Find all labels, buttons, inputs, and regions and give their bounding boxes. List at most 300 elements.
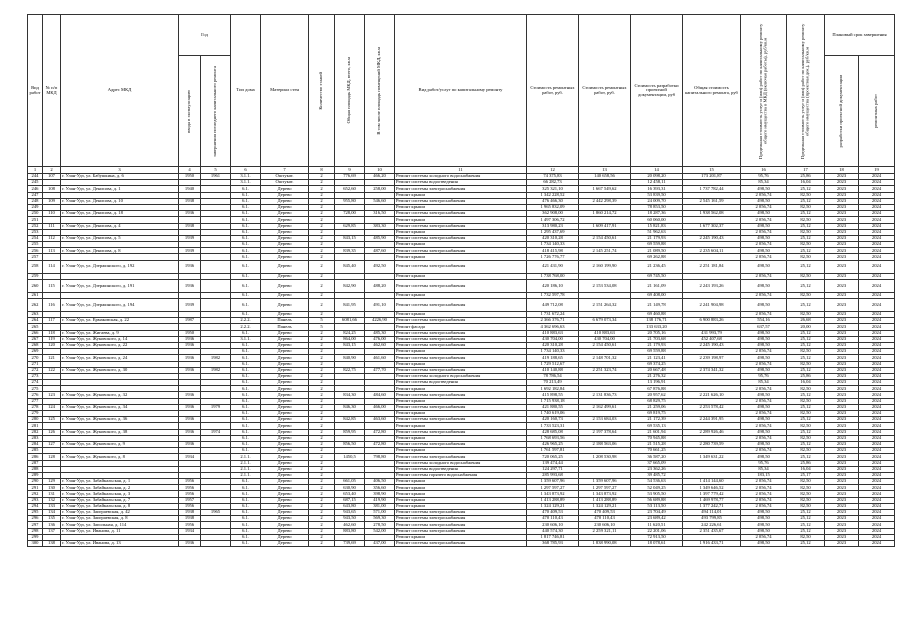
header-cell: Общая площадь МКД, всего, кв.м: [335, 15, 365, 167]
year-built-cell: 1956: [179, 503, 201, 509]
address-cell: г. Улан-Удэ, ул. Жигаева, д. 9: [61, 330, 179, 336]
floors-cell: 2: [309, 466, 335, 472]
wall-material-cell: Дерево: [261, 186, 309, 192]
wall-material-cell: Дерево: [261, 355, 309, 361]
premises-area-cell: 466,20: [365, 174, 395, 180]
limit-cost-works-cell: 498,50: [741, 211, 787, 217]
header-cell: Адрес МКД: [61, 15, 179, 167]
premises-area-cell: 4226,90: [365, 318, 395, 324]
limit-cost-design-cell: 25,12: [787, 441, 825, 447]
header-cell: Общая стоимость капитального ремонта, руб: [683, 15, 741, 167]
mkd-number-cell: 122: [43, 367, 61, 373]
design-deadline-cell: 2023: [825, 373, 859, 379]
work-type-cell: Ремонт системы горячего водоснабжения: [395, 472, 527, 478]
house-type-cell: 6.1.: [231, 349, 261, 355]
design-cost-cell: 53 113,50: [631, 503, 683, 509]
design-deadline-cell: 2023: [825, 534, 859, 540]
works-deadline-cell: 2024: [859, 336, 895, 342]
design-cost-cell: 22 201,06: [631, 528, 683, 534]
works-cost-cell: 421 880,55: [527, 404, 579, 410]
limit-cost-works-cell: 498,50: [741, 540, 787, 546]
limit-cost-design-cell: 82,50: [787, 485, 825, 491]
works-deadline-cell: 2024: [859, 180, 895, 186]
design-cost-cell: 21 703,68: [631, 336, 683, 342]
works-deadline-cell: 2024: [859, 254, 895, 260]
column-number-cell: 7: [261, 167, 309, 174]
limit-cost-works-cell: 554,16: [741, 318, 787, 324]
works-cost-total-cell: 1 324 129,21: [579, 503, 631, 509]
address-cell: г. Улан-Удэ, ул. Жуковского, д. 22: [61, 342, 179, 348]
total-cost-cell: 493 799,85: [683, 516, 741, 522]
house-type-cell: 6.1.: [231, 330, 261, 336]
address-cell: г. Улан-Удэ, ул. Жуковского, д. 9: [61, 441, 179, 447]
design-deadline-cell: 2023: [825, 217, 859, 223]
works-deadline-cell: 2024: [859, 198, 895, 204]
design-deadline-cell: 2023: [825, 441, 859, 447]
limit-cost-works-cell: 498,50: [741, 235, 787, 241]
design-deadline-cell: 2023: [825, 361, 859, 367]
design-cost-cell: 20 667,48: [631, 367, 683, 373]
works-cost-cell: 1 359 607,96: [527, 479, 579, 485]
limit-cost-works-cell: 2 056,74: [741, 242, 787, 248]
design-cost-cell: 21 179,93: [631, 342, 683, 348]
work-type-cell: Ремонт фасада: [395, 324, 527, 330]
works-deadline-cell: 2024: [859, 229, 895, 235]
works-cost-cell: 230 606,10: [527, 522, 579, 528]
work-type-cell: Ремонт системы электроснабжения: [395, 198, 527, 204]
total-area-cell: 864,00: [335, 336, 365, 342]
wall-material-cell: Дерево: [261, 361, 309, 367]
total-cost-cell: 1 737 782,44: [683, 186, 741, 192]
house-type-cell: 6.1.: [231, 235, 261, 241]
row-number-cell: 259: [28, 273, 43, 279]
total-area-cell: 955,80: [335, 198, 365, 204]
design-deadline-cell: 2023: [825, 235, 859, 241]
work-type-cell: Ремонт системы электроснабжения: [395, 279, 527, 292]
year-built-cell: 1939: [179, 248, 201, 254]
total-cost-cell: 1 377 242,71: [683, 503, 741, 509]
works-cost-cell: 362 908,00: [527, 211, 579, 217]
work-type-cell: Ремонт системы электроснабжения: [395, 540, 527, 546]
column-number-cell: 10: [365, 167, 395, 174]
mkd-number-cell: 119: [43, 336, 61, 342]
total-area-cell: 630,90: [335, 485, 365, 491]
limit-cost-works-cell: 2 056,74: [741, 479, 787, 485]
limit-cost-design-cell: 25,12: [787, 454, 825, 460]
address-cell: г. Улан-Удэ, ул. Дзержинского, д. 192: [61, 260, 179, 273]
limit-cost-design-cell: 25,86: [787, 174, 825, 180]
row-number-cell: 294: [28, 503, 43, 509]
address-cell: г. Улан-Удэ, ул. Денисова, д. 10: [61, 198, 179, 204]
house-type-cell: 6.1.: [231, 312, 261, 318]
limit-cost-design-cell: 25,12: [787, 198, 825, 204]
design-cost-cell: 20 098,20: [631, 174, 683, 180]
mkd-number-cell: 138: [43, 540, 61, 546]
design-deadline-cell: 2023: [825, 273, 859, 279]
works-cost-cell: 325 321,10: [527, 186, 579, 192]
column-number-cell: 15: [683, 167, 741, 174]
work-type-cell: Ремонт крыши: [395, 497, 527, 503]
row-number-cell: 277: [28, 398, 43, 404]
limit-cost-design-cell: 25,12: [787, 248, 825, 254]
design-cost-cell: 69 745,50: [631, 273, 683, 279]
total-area-cell: 661,05: [335, 479, 365, 485]
house-type-cell: 6.1.: [231, 260, 261, 273]
house-type-cell: 3.1.1.: [231, 174, 261, 180]
row-number-cell: 289: [28, 472, 43, 478]
column-number-cell: 8: [309, 167, 335, 174]
table-header: [28, 15, 895, 174]
works-cost-total-cell: 2 160 199,90: [579, 260, 631, 273]
year-built-cell: 1939: [179, 299, 201, 312]
row-number-cell: 296: [28, 516, 43, 522]
design-deadline-cell: 2023: [825, 242, 859, 248]
design-deadline-cell: 2023: [825, 466, 859, 472]
address-cell: г. Улан-Удэ, ул. Иванова, д. 11: [61, 528, 179, 534]
premises-area-cell: 419,90: [365, 497, 395, 503]
mkd-number-cell: 124: [43, 404, 61, 410]
works-cost-cell: 139 474,44: [527, 460, 579, 466]
column-number-cell: 3: [61, 167, 179, 174]
house-type-cell: 6.1.: [231, 392, 261, 398]
address-cell: г. Улан-Удэ, ул. Жуковского, д. 8: [61, 454, 179, 460]
row-number-cell: 286: [28, 454, 43, 460]
works-cost-total-cell: 2 145 251,74: [579, 248, 631, 254]
year-last-repair-cell: [201, 540, 231, 546]
total-cost-cell: 494 114,01: [683, 510, 741, 516]
wall-material-cell: Дерево: [261, 435, 309, 441]
works-cost-cell: 2 366 376,71: [527, 318, 579, 324]
work-type-cell: Ремонт крыши: [395, 192, 527, 198]
year-built-cell: 1934: [179, 454, 201, 460]
premises-area-cell: 472,80: [365, 429, 395, 435]
works-cost-cell: 420 310,28: [527, 342, 579, 348]
year-built-cell: 1939: [179, 235, 201, 241]
works-cost-total-cell: 2 259 321,11: [579, 528, 631, 534]
work-type-cell: Ремонт системы электроснабжения: [395, 248, 527, 254]
work-type-cell: Ремонт системы электроснабжения: [395, 223, 527, 229]
work-type-cell: Ремонт системы электроснабжения: [395, 367, 527, 373]
work-type-cell: Ремонт крыши: [395, 435, 527, 441]
works-deadline-cell: 2024: [859, 204, 895, 210]
works-cost-cell: 1 729 512,67: [527, 361, 579, 367]
row-number-cell: 255: [28, 242, 43, 248]
floors-cell: 2: [309, 273, 335, 279]
year-last-repair-cell: 1982: [201, 355, 231, 361]
year-last-repair-cell: 1979: [201, 404, 231, 410]
floors-cell: 2: [309, 380, 335, 386]
design-deadline-cell: 2023: [825, 198, 859, 204]
wall-material-cell: Дерево: [261, 392, 309, 398]
total-cost-cell: 2 243 193,26: [683, 279, 741, 292]
design-cost-cell: 21 236,45: [631, 260, 683, 273]
limit-cost-works-cell: 2 056,74: [741, 503, 787, 509]
row-number-cell: 275: [28, 386, 43, 392]
row-number-cell: 245: [28, 180, 43, 186]
limit-cost-design-cell: 25,86: [787, 460, 825, 466]
works-cost-cell: 1 768 693,56: [527, 435, 579, 441]
design-cost-cell: 21 259,06: [631, 404, 683, 410]
total-cost-cell: 2 280 739,59: [683, 441, 741, 447]
design-deadline-cell: 2023: [825, 174, 859, 180]
floors-cell: 2: [309, 254, 335, 260]
row-number-cell: 269: [28, 349, 43, 355]
limit-cost-works-cell: 2 056,74: [741, 349, 787, 355]
column-number-cell: 1: [28, 167, 43, 174]
limit-cost-design-cell: 25,12: [787, 299, 825, 312]
limit-cost-design-cell: 25,12: [787, 528, 825, 534]
design-deadline-cell: 2023: [825, 229, 859, 235]
limit-cost-works-cell: 2 056,74: [741, 398, 787, 404]
house-type-cell: 2.1.1.: [231, 460, 261, 466]
row-number-cell: 252: [28, 223, 43, 229]
works-cost-cell: 476 466,30: [527, 198, 579, 204]
house-type-cell: 6.1.: [231, 479, 261, 485]
design-deadline-cell: 2023: [825, 254, 859, 260]
premises-area-cell: 406,50: [365, 479, 395, 485]
table-body: [28, 174, 895, 547]
row-number-cell: 246: [28, 186, 43, 192]
row-number-cell: 274: [28, 380, 43, 386]
wall-material-cell: Дерево: [261, 254, 309, 260]
wall-material-cell: Дерево: [261, 479, 309, 485]
works-cost-cell: 1 738 768,00: [527, 273, 579, 279]
wall-material-cell: Дерево: [261, 516, 309, 522]
premises-area-cell: 466,00: [365, 404, 395, 410]
floors-cell: 2: [309, 503, 335, 509]
works-deadline-cell: 2024: [859, 485, 895, 491]
works-cost-total-cell: 1 860 214,72: [579, 211, 631, 217]
design-deadline-cell: 2023: [825, 510, 859, 516]
total-area-cell: 843,15: [335, 342, 365, 348]
wall-material-cell: Дерево: [261, 522, 309, 528]
works-cost-cell: 1 342 228,52: [527, 192, 579, 198]
house-type-cell: 6.1.: [231, 342, 261, 348]
work-type-cell: Ремонт системы холодного водоснабжения: [395, 460, 527, 466]
works-deadline-cell: 2024: [859, 279, 895, 292]
floors-cell: 2: [309, 528, 335, 534]
wall-material-cell: Дерево: [261, 292, 309, 298]
works-deadline-cell: 2024: [859, 318, 895, 324]
works-cost-cell: 420 310,28: [527, 235, 579, 241]
design-cost-cell: 69 535,13: [631, 423, 683, 429]
total-cost-cell: 2 239 198,97: [683, 355, 741, 361]
floors-cell: 2: [309, 534, 335, 540]
limit-cost-works-cell: 2 056,74: [741, 485, 787, 491]
limit-cost-works-cell: 2 056,74: [741, 386, 787, 392]
limit-cost-works-cell: 95,76: [741, 460, 787, 466]
design-deadline-cell: 2023: [825, 460, 859, 466]
year-last-repair-cell: 1974: [201, 429, 231, 435]
total-area-cell: 822,75: [335, 367, 365, 373]
design-cost-cell: 69 819,75: [631, 411, 683, 417]
limit-cost-works-cell: 498,50: [741, 367, 787, 373]
work-type-cell: Ремонт системы электроснабжения: [395, 417, 527, 423]
wall-material-cell: Дерево: [261, 460, 309, 466]
wall-material-cell: Дерево: [261, 466, 309, 472]
design-cost-cell: 69 460,88: [631, 312, 683, 318]
column-number-cell: 11: [395, 167, 527, 174]
total-cost-cell: 2 545 161,59: [683, 198, 741, 204]
wall-material-cell: Дерево: [261, 534, 309, 540]
floors-cell: 2: [309, 460, 335, 466]
works-deadline-cell: 2024: [859, 429, 895, 435]
year-built-cell: 1936: [179, 211, 201, 217]
limit-cost-design-cell: 82,50: [787, 349, 825, 355]
design-cost-cell: 56 689,88: [631, 497, 683, 503]
limit-cost-works-cell: 498,50: [741, 429, 787, 435]
limit-cost-design-cell: 25,12: [787, 260, 825, 273]
works-cost-total-cell: 6 679 073,34: [579, 318, 631, 324]
works-cost-total-cell: 2 442 298,39: [579, 198, 631, 204]
row-number-cell: 248: [28, 198, 43, 204]
design-cost-cell: 21 149,78: [631, 299, 683, 312]
limit-cost-design-cell: 25,12: [787, 355, 825, 361]
mkd-number-cell: 125: [43, 417, 61, 423]
limit-cost-works-cell: 498,50: [741, 454, 787, 460]
total-cost-cell: 2 245 190,43: [683, 342, 741, 348]
address-cell: г. Улан-Удэ, ул. Жуковского, д. 34: [61, 404, 179, 410]
total-cost-cell: 2 374 341,32: [683, 367, 741, 373]
house-type-cell: 6.1.: [231, 279, 261, 292]
total-cost-cell: 431 993,79: [683, 330, 741, 336]
limit-cost-design-cell: 25,12: [787, 211, 825, 217]
works-cost-total-cell: 470 409,53: [579, 510, 631, 516]
limit-cost-design-cell: 82,50: [787, 503, 825, 509]
row-number-cell: 254: [28, 235, 43, 241]
house-type-cell: 6.1.: [231, 380, 261, 386]
total-cost-cell: 2 244 391,95: [683, 417, 741, 423]
year-built-cell: 1957: [179, 497, 201, 503]
address-cell: г. Улан-Удэ, ул. Дзержинского, д. 194: [61, 299, 179, 312]
row-number-cell: 282: [28, 429, 43, 435]
wall-material-cell: Дерево: [261, 330, 309, 336]
header-cell: № п/п МКД: [43, 15, 61, 167]
column-number-cell: 2: [43, 167, 61, 174]
works-cost-cell: 368 785,93: [527, 540, 579, 546]
house-type-cell: 6.1.: [231, 204, 261, 210]
limit-cost-works-cell: 2 056,74: [741, 497, 787, 503]
premises-area-cell: 487,60: [365, 248, 395, 254]
year-last-repair-cell: [201, 299, 231, 312]
works-deadline-cell: 2024: [859, 273, 895, 279]
premises-area-cell: 398,90: [365, 491, 395, 497]
wall-material-cell: Дерево: [261, 349, 309, 355]
wall-material-cell: Дерево: [261, 299, 309, 312]
limit-cost-design-cell: 16,04: [787, 380, 825, 386]
header-cell: разработки проектной документации: [825, 56, 859, 167]
mkd-number-cell: 115: [43, 279, 61, 292]
row-number-cell: 295: [28, 510, 43, 516]
limit-cost-design-cell: 82,50: [787, 192, 825, 198]
floors-cell: 2: [309, 522, 335, 528]
address-cell: г. Улан-Удэ, ул. Забайкальская, д. 1: [61, 479, 179, 485]
wall-material-cell: Дерево: [261, 510, 309, 516]
premises-area-cell: 381,00: [365, 503, 395, 509]
house-type-cell: 6.1.: [231, 435, 261, 441]
house-type-cell: 2.2.2.: [231, 318, 261, 324]
works-deadline-cell: 2024: [859, 355, 895, 361]
works-deadline-cell: 2024: [859, 342, 895, 348]
floors-cell: 2: [309, 260, 335, 273]
column-number-row: [28, 167, 895, 174]
premises-area-cell: 463,60: [365, 417, 395, 423]
work-type-cell: Ремонт крыши: [395, 349, 527, 355]
works-cost-total-cell: 2 153 684,03: [579, 417, 631, 423]
mkd-number-cell: 108: [43, 186, 61, 192]
works-deadline-cell: 2024: [859, 534, 895, 540]
wall-material-cell: Дерево: [261, 248, 309, 254]
total-area-cell: 462,60: [335, 522, 365, 528]
limit-cost-design-cell: 25,12: [787, 417, 825, 423]
limit-cost-works-cell: 498,50: [741, 404, 787, 410]
floors-cell: 2: [309, 417, 335, 423]
total-cost-cell: 1 349 646,52: [683, 485, 741, 491]
limit-cost-works-cell: 2 056,74: [741, 312, 787, 318]
works-cost-cell: 1 965 832,09: [527, 204, 579, 210]
limit-cost-design-cell: 25,12: [787, 404, 825, 410]
limit-cost-works-cell: 2 056,74: [741, 229, 787, 235]
limit-cost-design-cell: 25,86: [787, 373, 825, 379]
year-built-cell: 1938: [179, 198, 201, 204]
wall-material-cell: Дерево: [261, 448, 309, 454]
design-cost-cell: 69 262,88: [631, 254, 683, 260]
works-deadline-cell: 2024: [859, 248, 895, 254]
work-type-cell: Ремонт крыши: [395, 479, 527, 485]
work-type-cell: Ремонт крыши: [395, 398, 527, 404]
limit-cost-works-cell: 85,34: [741, 180, 787, 186]
total-area-cell: 842,85: [335, 417, 365, 423]
floors-cell: 2: [309, 312, 335, 318]
premises-area-cell: 571,00: [365, 510, 395, 516]
row-number-cell: 288: [28, 466, 43, 472]
address-cell: г. Улан-Удэ, ул. Жуковского, д. 32: [61, 392, 179, 398]
year-built-cell: 1938: [179, 223, 201, 229]
works-deadline-cell: 2024: [859, 441, 895, 447]
works-cost-cell: 1 497 306,72: [527, 217, 579, 223]
house-type-cell: 6.1.: [231, 198, 261, 204]
work-type-cell: Ремонт системы электроснабжения: [395, 260, 527, 273]
year-built-cell: 1938: [179, 510, 201, 516]
limit-cost-works-cell: 498,50: [741, 299, 787, 312]
row-number-cell: 271: [28, 361, 43, 367]
premises-area-cell: 488,20: [365, 279, 395, 292]
address-cell: г. Улан-Удэ, ул. Заиграевская, д. 42: [61, 510, 179, 516]
year-built-cell: 1956: [179, 485, 201, 491]
works-cost-total-cell: 2 153 534,08: [579, 279, 631, 292]
year-built-cell: 1936: [179, 417, 201, 423]
house-type-cell: 6.1.: [231, 441, 261, 447]
works-deadline-cell: 2024: [859, 423, 895, 429]
works-deadline-cell: 2024: [859, 299, 895, 312]
mkd-number-cell: 130: [43, 485, 61, 491]
row-number-cell: 273: [28, 373, 43, 379]
wall-material-cell: Дерево: [261, 373, 309, 379]
wall-material-cell: Дерево: [261, 472, 309, 478]
works-deadline-cell: 2024: [859, 510, 895, 516]
premises-area-cell: 798,80: [365, 454, 395, 460]
floors-cell: 2: [309, 454, 335, 460]
works-cost-total-cell: 2 151 264,32: [579, 299, 631, 312]
floors-cell: 2: [309, 180, 335, 186]
design-cost-cell: 11 620,51: [631, 522, 683, 528]
total-area-cell: 6081,66: [335, 318, 365, 324]
header-cell: ввода в эксплуатацию: [179, 56, 201, 167]
mkd-number-cell: 118: [43, 330, 61, 336]
address-cell: г. Улан-Удэ, ул. Денисова, д. 18: [61, 211, 179, 217]
limit-cost-design-cell: 25,12: [787, 342, 825, 348]
total-area-cell: 687,15: [335, 497, 365, 503]
